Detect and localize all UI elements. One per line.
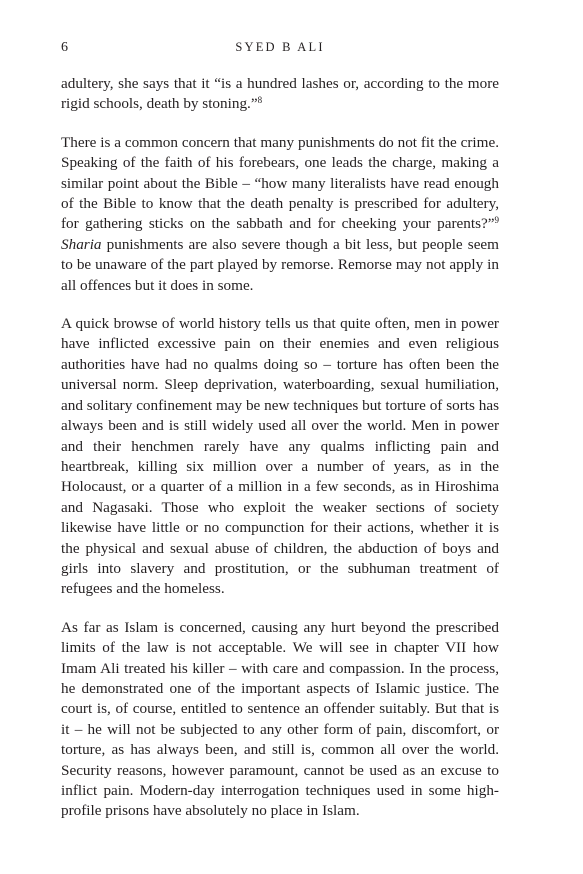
footnote-marker-8: 8 — [257, 95, 263, 106]
page-number: 6 — [61, 40, 68, 55]
italic-term-sharia: Sharia — [61, 235, 102, 253]
paragraph-1 — [61, 74, 499, 115]
paragraph-1-text: adultery, she says that it “is a hundred lashes or, according to the more rigid schools, death by stoning.” — [61, 75, 499, 113]
paragraph-4: As far as Islam is concerned, causing any hurt beyond the prescribed limits of the law is not acceptable. We will see in chapter VII how Imam Ali treated his killer – with care and compassion. In the process, he demonstrated one of the important aspects of Islamic justice. The court is, of course, entitled to sentence an offender suitably. But that is it – he will not be subjected to any other form of pain, discomfort, or torture, as has always been, and still is, common all over the world. Security reasons, however paramount, cannot be used as an excuse to inflict pain. Modern-day interrogation techniques used in some high-profile prisons have absolutely no place in Islam. — [61, 618, 499, 820]
paragraph-2-continuation: punishments are also severe though a bit less, but people seem to be unaware of the part played by remorse. Remorse may not apply in all offences but it does in some. — [61, 235, 499, 294]
paragraph-2-text: There is a common concern that many punishments do not fit the crime. Speaking of the faith of his forebears, one leads the charge, making a similar point about the Bible – “how many literalists have read enough of the Bible to know that the death penalty is prescribed for adultery, for gathering sticks on the sabbath and for cheeking your parents?” — [61, 133, 499, 233]
paragraph-3: A quick browse of world history tells us that quite often, men in power have inflicted excessive pain on their enemies and even religious authorities have had no qualms doing so – torture has often been the universal norm. Sleep deprivation, waterboarding, sexual humiliation, and solitary confinement may be new techniques but torture of sorts has always been and is still widely used all over the world. Men in power and their henchmen rarely have any qualms inflicting pain and heartbreak, killing six million over a number of years, as in the Holocaust, or a quarter of a million in a few seconds, as in Hiroshima and Nagasaki. Those who exploit the weaker sections of society likewise have little or no compunction for their actions, whether it is the physical and sexual abuse of children, the abduction of boys and girls into slavery and prostitution, or the subhuman treatment of refugees and the homeless. — [61, 315, 499, 598]
running-head: SYED B ALI — [235, 40, 325, 54]
body-text — [61, 74, 499, 840]
page-header — [61, 40, 499, 60]
paragraph-2 — [61, 133, 499, 296]
footnote-marker-9: 9 — [494, 215, 499, 226]
